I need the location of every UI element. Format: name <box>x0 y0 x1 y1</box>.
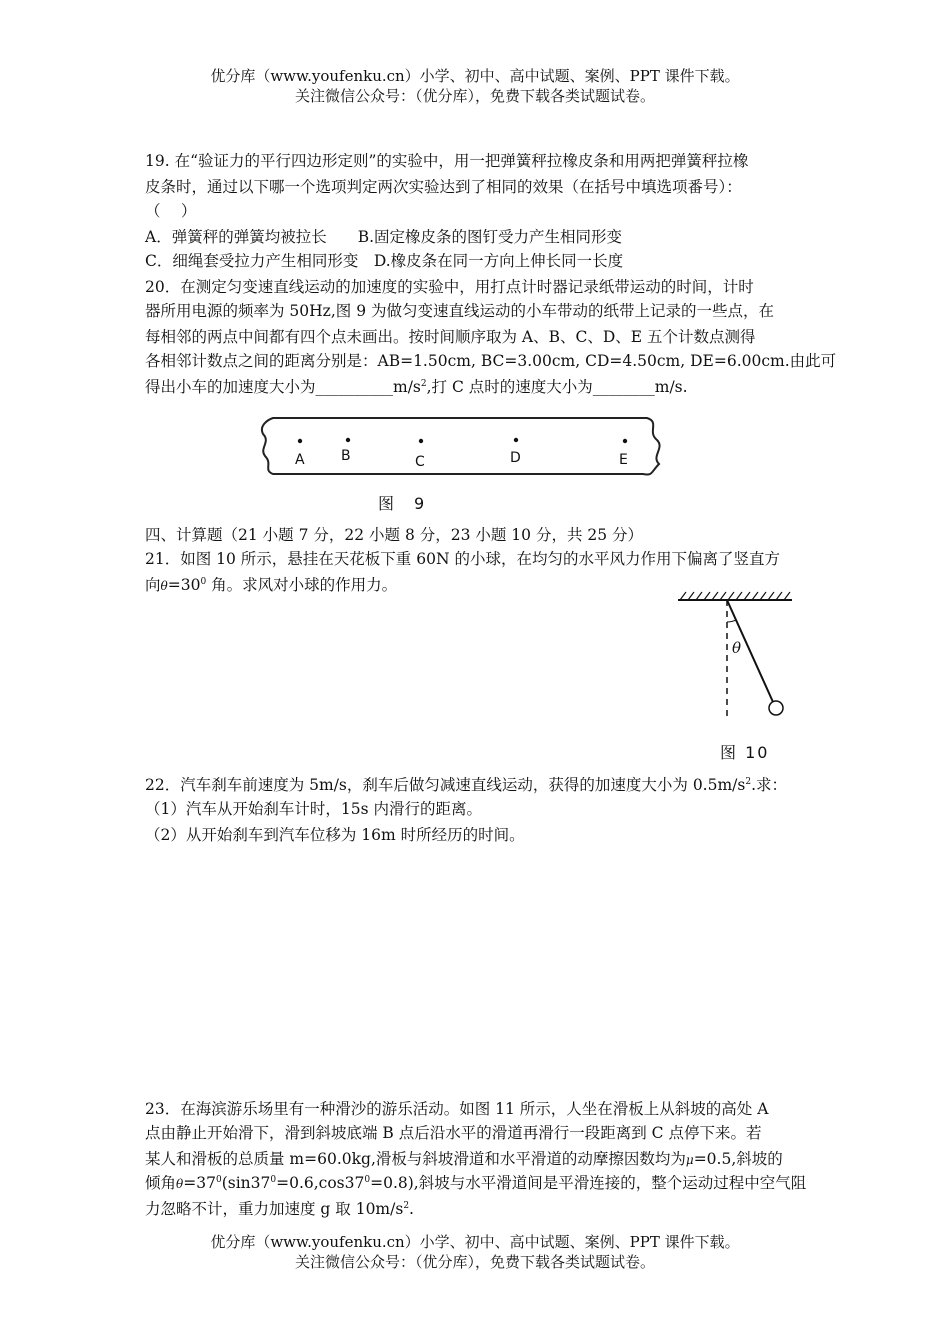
tape-dot-e <box>623 439 627 443</box>
q19-line-2: 皮条时，通过以下哪一个选项判定两次实验达到了相同的效果（在括号中填选项番号）： <box>145 178 742 196</box>
tape-label-b: B <box>341 448 351 464</box>
q23-text-c: 倾角 <box>145 1174 177 1192</box>
pendulum-ball <box>769 701 783 715</box>
theta-symbol-2: θ <box>176 1177 184 1191</box>
q20-line-3: 每相邻的两点中间都有四个点未画出。按时间顺序取为 A、B、C、D、E 五个计数点测得 <box>145 328 756 346</box>
ceiling-hatching <box>680 592 790 600</box>
q23-text-g: =0.8),斜坡与水平滑道间是平滑连接的，整个运动过程中空气阻 <box>370 1174 807 1192</box>
figure-10-pendulum <box>670 588 800 723</box>
q20-line-4: 各相邻计数点之间的距离分别是：AB=1.50cm, BC=3.00cm, CD=4.50cm, DE=6.00cm.由此可 <box>145 352 837 370</box>
figure-9-paper-tape <box>255 412 665 480</box>
q23-line-5 <box>145 1198 414 1220</box>
angle-arc <box>727 620 736 622</box>
q20-line-2: 器所用电源的频率为 50Hz,图 9 为做匀变速直线运动的小车带动的纸带上记录的一些点，在 <box>145 302 774 320</box>
mu-symbol: μ <box>685 1153 694 1167</box>
q23-unit-sup: 2 <box>403 1200 410 1211</box>
section-4-title: 四、计算题（21 小题 7 分，22 小题 8 分，23 小题 10 分，共 25 分） <box>145 526 644 544</box>
tape-dot-b <box>346 438 350 442</box>
tape-label-e: E <box>619 452 628 468</box>
q20-line-5 <box>145 376 688 398</box>
degree-sup-2: 0 <box>270 1174 277 1185</box>
figure-10-caption: 图 10 <box>720 743 770 762</box>
footer-line-1: 优分库（www.youfenku.cn）小学、初中、高中试题、案例、PPT 课件下载。 <box>210 1233 740 1251</box>
q22-text-a: 22．汽车刹车前速度为 5m/s，刹车后做匀减速直线运动，获得的加速度大小为 0.5m/s <box>145 776 746 794</box>
tape-dot-c <box>419 439 423 443</box>
q23-text-h: 力忽略不计，重力加速度 g 取 10m/s <box>145 1200 404 1218</box>
q21-line-2 <box>145 574 397 597</box>
angle-label: θ <box>732 639 742 657</box>
q23-line-4 <box>145 1172 806 1195</box>
q22-line-1 <box>145 774 787 796</box>
q19-line-1: 19. 在“验证力的平行四边形定则”的实验中，用一把弹簧秤拉橡皮条和用两把弹簧秤拉橡 <box>145 152 749 170</box>
tape-dot-d <box>514 438 518 442</box>
q23-text-d: =37 <box>183 1174 216 1192</box>
theta-symbol: θ <box>160 579 168 593</box>
q23-text-b: =0.5,斜坡的 <box>693 1150 783 1168</box>
q21-text-a: 向 <box>145 576 161 594</box>
q20-blank-velocity: ,打 C 点时的速度大小为________m/s. <box>426 378 688 396</box>
q19-options-cd: C．细绳套受拉力产生相同形变 D.橡皮条在同一方向上伸长同一长度 <box>145 252 624 270</box>
q20-unit-sup: 2 <box>420 378 427 389</box>
q23-line-3 <box>145 1148 783 1171</box>
degree-sup-1: 0 <box>215 1174 222 1185</box>
tape-outline <box>262 418 660 475</box>
q20-line-1: 20．在测定匀变速直线运动的加速度的实验中，用打点计时器记录纸带运动的时间，计时 <box>145 278 754 296</box>
header-line-1: 优分库（www.youfenku.cn）小学、初中、高中试题、案例、PPT 课件下载。 <box>210 67 740 85</box>
q23-text-e: (sin37 <box>221 1174 271 1192</box>
q22-part-2: （2）从开始刹车到汽车位移为 16m 时所经历的时间。 <box>145 826 525 844</box>
q23-line-1: 23．在海滨游乐场里有一种滑沙的游乐活动。如图 11 所示，人坐在滑板上从斜坡的高处 A <box>145 1100 769 1118</box>
q23-text-f: =0.6,cos37 <box>276 1174 365 1192</box>
q19-options-ab: A．弹簧秤的弹簧均被拉长 B.固定橡皮条的图钉受力产生相同形变 <box>145 228 623 246</box>
header-line-2: 关注微信公众号：（优分库），免费下载各类试题试卷。 <box>294 87 655 105</box>
degree-sup-3: 0 <box>364 1174 371 1185</box>
q23-text-i: . <box>409 1200 414 1218</box>
figure-9-caption: 图 9 <box>378 494 427 513</box>
tape-dot-a <box>298 439 302 443</box>
q23-line-2: 点由静止开始滑下，滑到斜坡底端 B 点后沿水平的滑道再滑行一段距离到 C 点停下来。若 <box>145 1124 762 1142</box>
q23-text-a: 某人和滑板的总质量 m=60.0kg,滑板与斜坡滑道和水平滑道的动摩擦因数均为 <box>145 1150 686 1168</box>
q22-part-1: （1）汽车从开始刹车计时，15s 内滑行的距离。 <box>145 800 482 818</box>
q21-text-c: 角。求风对小球的作用力。 <box>206 576 398 594</box>
q22-text-b: .求： <box>751 776 788 794</box>
q20-blank-acceleration: 得出小车的加速度大小为__________m/s <box>145 378 421 396</box>
tape-label-d: D <box>510 450 521 466</box>
q19-answer-bracket: （ ） <box>145 202 197 220</box>
q21-line-1: 21．如图 10 所示，悬挂在天花板下重 60N 的小球，在均匀的水平风力作用下偏离了竖直方 <box>145 550 780 568</box>
degree-sup: 0 <box>200 576 207 587</box>
tape-label-a: A <box>295 452 305 468</box>
footer-line-2: 关注微信公众号：（优分库），免费下载各类试题试卷。 <box>294 1253 655 1271</box>
q22-unit-sup: 2 <box>745 776 752 787</box>
tape-label-c: C <box>415 454 425 470</box>
q21-text-b: =30 <box>167 576 201 594</box>
